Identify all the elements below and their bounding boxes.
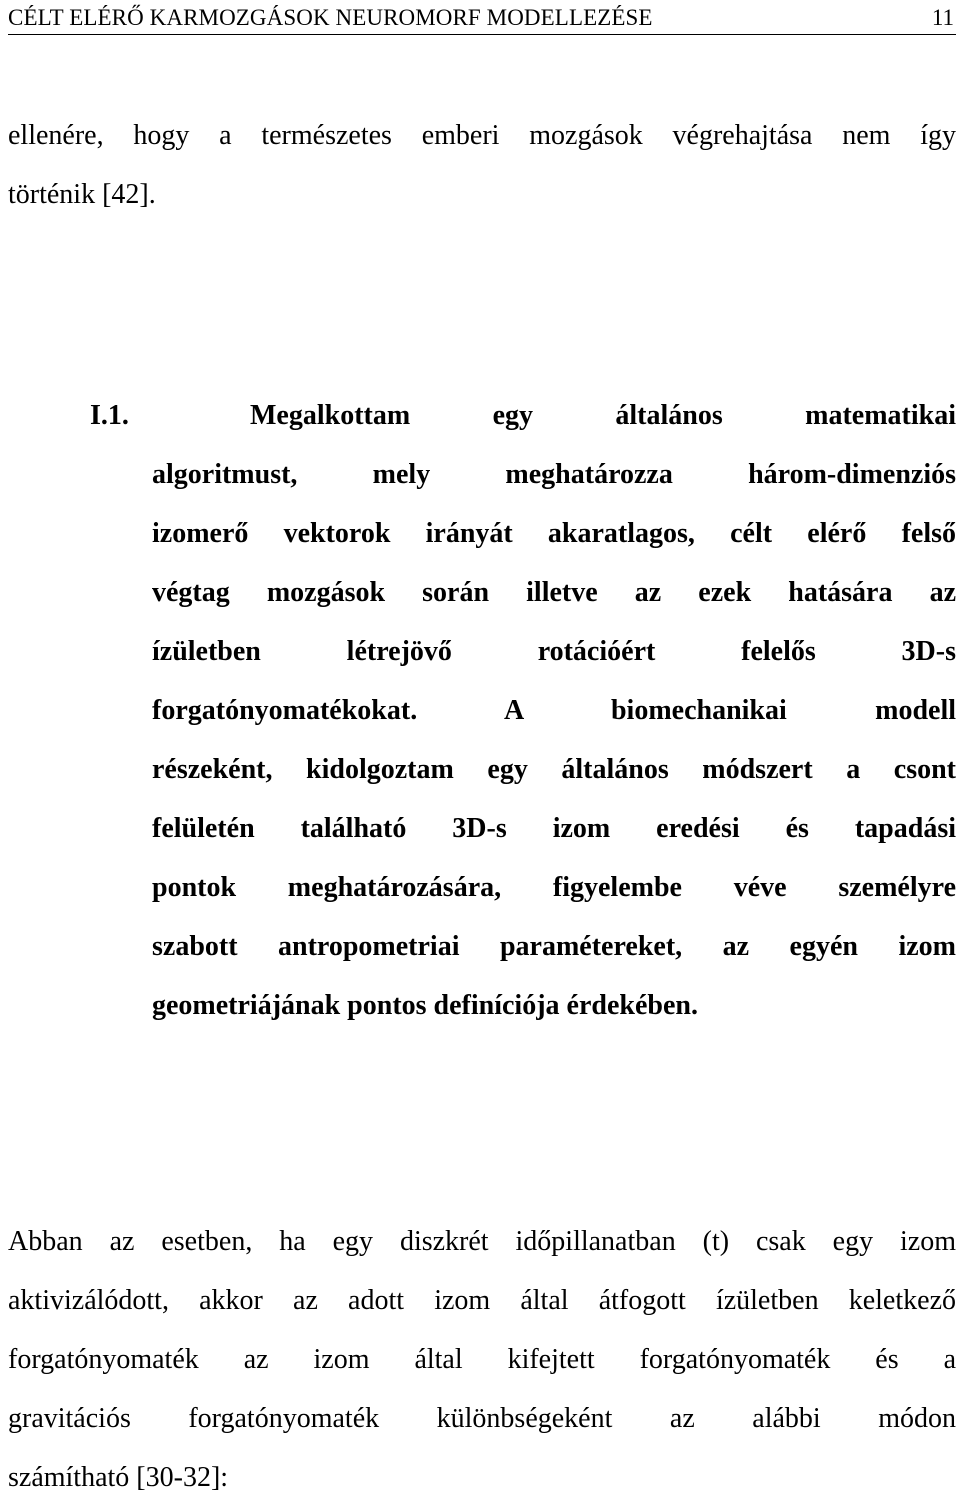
thesis-line-6: forgatónyomatékokat. A biomechanikai modell [152,695,956,726]
header-title: CÉLT ELÉRŐ KARMOZGÁSOK NEUROMORF MODELLEZÉSE [8,5,653,30]
page-number: 11 [931,5,954,30]
intro-line-1: ellenére, hogy a természetes emberi mozgások végrehajtása nem így [8,120,956,151]
body-line-5: számítható [30-32]: [8,1462,229,1493]
thesis-line-7: részeként, kidolgoztam egy általános módszert a csont [152,754,956,785]
thesis-line-5: ízületben létrejövő rotációért felelős 3D-s [152,636,956,667]
thesis-line-2: algoritmust, mely meghatározza három-dimenziós [152,459,956,490]
thesis-line-8: felületén található 3D-s izom eredési és tapadási [152,813,956,844]
body-line-4: gravitációs forgatónyomaték különbségeként az alábbi módon [8,1403,956,1434]
running-header [8,2,956,35]
body-line-3: forgatónyomaték az izom által kifejtett forgatónyomaték és a [8,1344,956,1375]
body-line-1: Abban az esetben, ha egy diszkrét időpillanatban (t) csak egy izom [8,1226,956,1257]
thesis-line-11: geometriájának pontos definíciója érdekében. [152,990,698,1021]
thesis-line-9: pontok meghatározására, figyelembe véve személyre [152,872,956,903]
body-line-2: aktivizálódott, akkor az adott izom által átfogott ízületben keletkező [8,1285,956,1316]
thesis-line-1: Megalkottam egy általános matematikai [250,400,956,431]
thesis-label: I.1. [90,400,129,431]
thesis-line-3: izomerő vektorok irányát akaratlagos, célt elérő felső [152,518,956,549]
intro-line-2: történik [42]. [8,179,156,210]
thesis-line-4: végtag mozgások során illetve az ezek hatására az [152,577,956,608]
thesis-line-10: szabott antropometriai paramétereket, az egyén izom [152,931,956,962]
